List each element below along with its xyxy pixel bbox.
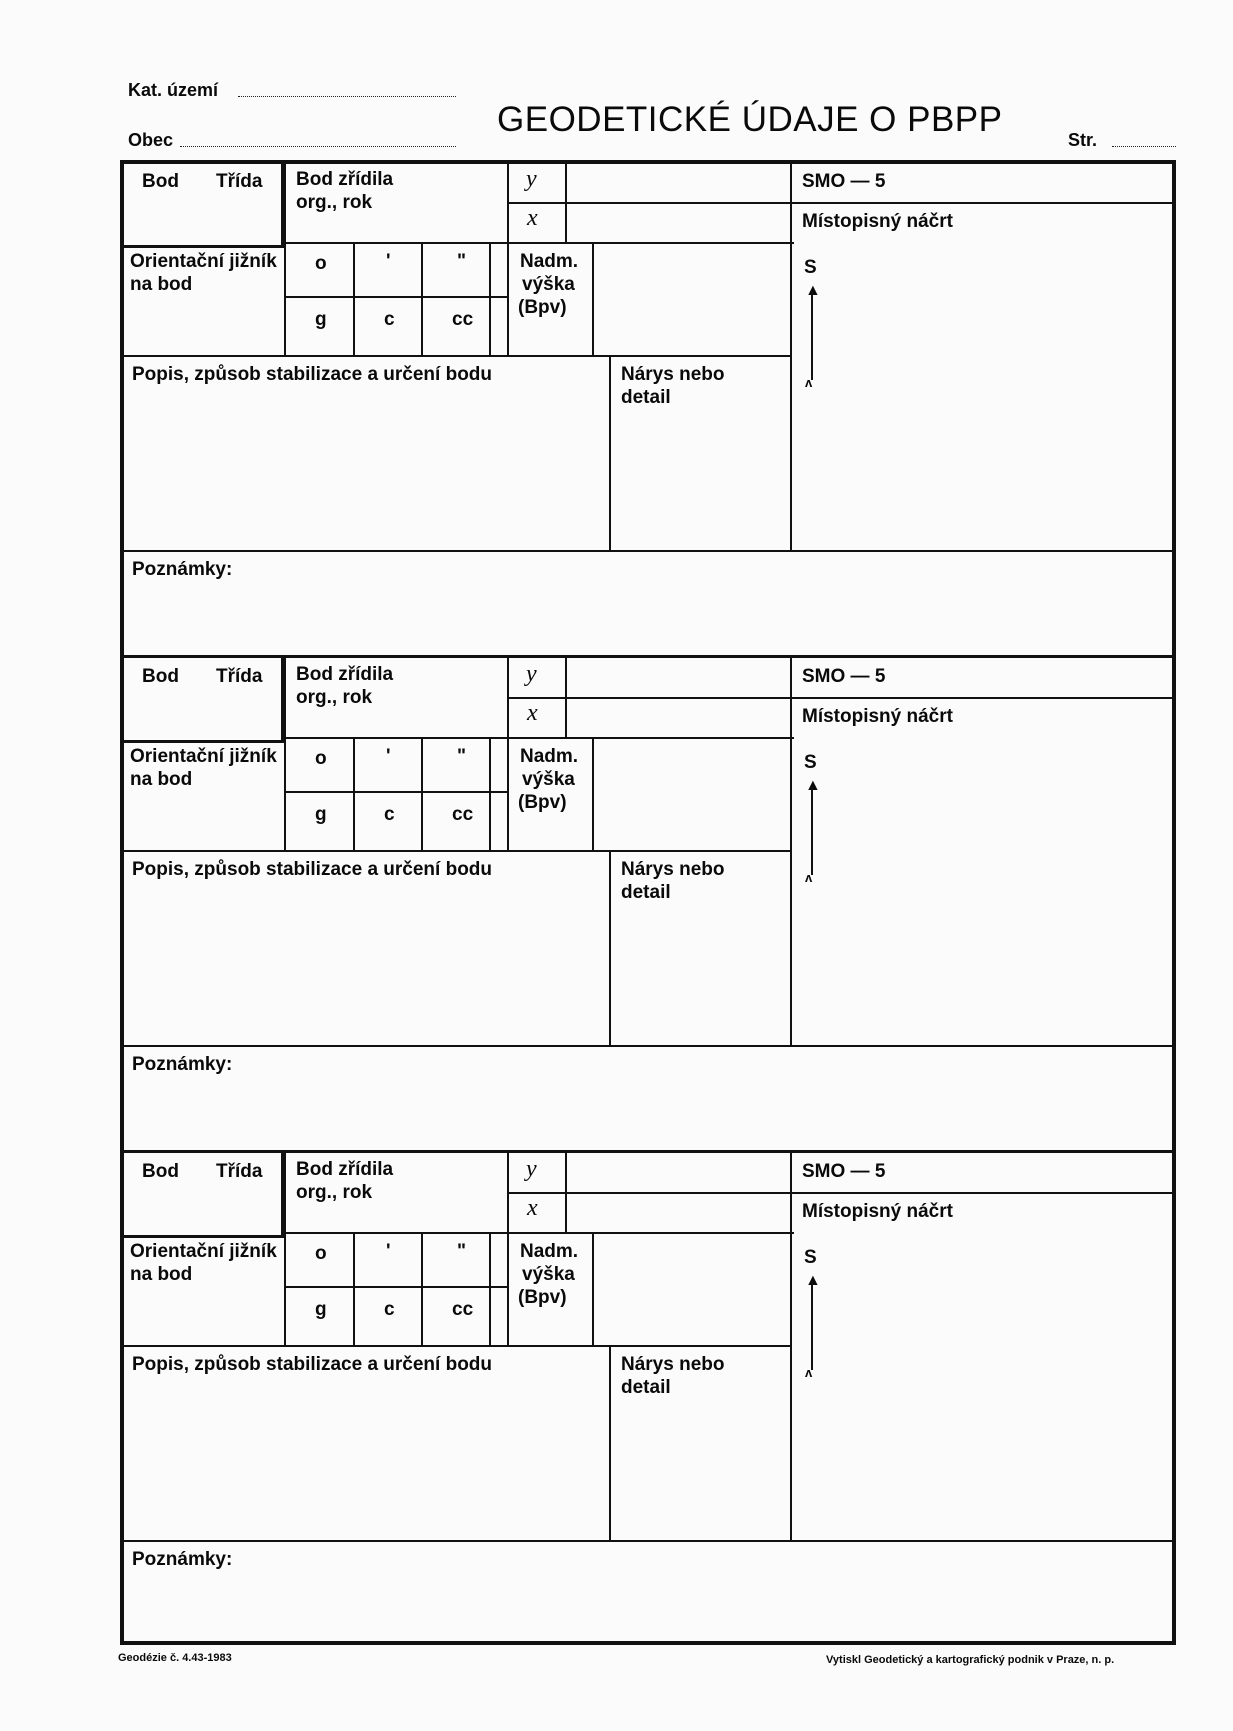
block-1-v-coord-left — [507, 160, 509, 355]
obec-field[interactable] — [180, 146, 456, 147]
block-3-smo-label: SMO — 5 — [802, 1161, 886, 1182]
block-3-x-field[interactable] — [569, 1196, 789, 1232]
block-3-nadm-2: výška — [522, 1264, 575, 1285]
block-3-cc-label: cc — [452, 1299, 474, 1320]
footer-right: Vytiskl Geodetický a kartografický podnik v Praze, n. p. — [826, 1654, 1115, 1666]
block-2-zridila-2: org., rok — [296, 687, 373, 708]
block-1-popis-field[interactable] — [128, 391, 604, 541]
block-3-v-coord-mid — [565, 1150, 567, 1232]
block-3-h-orient-top — [124, 1236, 284, 1238]
block-1-narys-1: Nárys nebo — [621, 364, 725, 385]
block-3-h-pozn-top — [124, 1540, 1172, 1542]
block-1-v-sketch — [790, 160, 792, 550]
block-1-h-y-x — [507, 202, 1172, 204]
block-1-g-label: g — [315, 309, 327, 330]
block-3-g-label: g — [315, 1299, 327, 1320]
block-2-h-y-x — [507, 697, 1172, 699]
block-2-h-under-x — [284, 737, 794, 739]
block-2-orient-1: Orientační jižník — [130, 746, 277, 767]
block-3-popis-field[interactable] — [128, 1381, 604, 1531]
block-1-nadm-3: (Bpv) — [518, 297, 567, 318]
block-1-bod-label: Bod — [142, 171, 179, 192]
block-1-orient-1: Orientační jižník — [130, 251, 277, 272]
block-1-v-orient — [284, 242, 286, 355]
str-label: Str. — [1068, 130, 1098, 150]
block-3-y-label: y — [526, 1156, 537, 1182]
block-3-v-narys — [609, 1345, 611, 1540]
block-3-deg-label: o — [315, 1243, 327, 1264]
block-3-h-under-x — [284, 1232, 794, 1234]
block-1-north-arrow-icon: ▲ — [805, 282, 821, 299]
block-3-arrow-tail-icon: ʌ — [805, 1365, 813, 1380]
block-2-h-orient-top — [124, 741, 284, 743]
block-3-mistopisny-label: Místopisný náčrt — [802, 1201, 953, 1222]
block-2-cc-label: cc — [452, 804, 474, 825]
block-1-zridila-2: org., rok — [296, 192, 373, 213]
block-2-popis-field[interactable] — [128, 886, 604, 1036]
block-3-zridila-2: org., rok — [296, 1182, 373, 1203]
block-1-zridila-1: Bod zřídila — [296, 169, 394, 190]
block-2-s-label: S — [804, 752, 817, 773]
block-2-sketch-area[interactable] — [794, 741, 1172, 1041]
block-3-v-ang-1 — [353, 1232, 355, 1345]
block-3-v-coord-left — [507, 1150, 509, 1345]
page-title: GEODETICKÉ ÚDAJE O PBPP — [497, 100, 1003, 139]
block-1-v-narys — [609, 355, 611, 550]
block-1-v-ang-2 — [421, 242, 423, 355]
block-2-orient-2: na bod — [130, 769, 193, 790]
block-2-h-ang-mid — [284, 791, 507, 793]
block-2-v-ang-1 — [353, 737, 355, 850]
block-2-v-orient — [284, 737, 286, 850]
block-2-nadm-2: výška — [522, 769, 575, 790]
block-2-v-ang-3 — [489, 737, 491, 850]
block-1-v-ang-3 — [489, 242, 491, 355]
block-2-deg-label: o — [315, 748, 327, 769]
footer-left: Geodézie č. 4.43-1983 — [118, 1652, 232, 1664]
block-1-sketch-area[interactable] — [794, 246, 1172, 546]
block-1-h-pozn-top — [124, 550, 1172, 552]
block-2-v-narys — [609, 850, 611, 1045]
block-2-v-coord-mid — [565, 655, 567, 737]
block-2-g-label: g — [315, 804, 327, 825]
block-1-cc-label: cc — [452, 309, 474, 330]
block-1-popis-label: Popis, způsob stabilizace a určení bodu — [132, 364, 493, 385]
block-1-h-under-x — [284, 242, 794, 244]
block-3-bod-label: Bod — [142, 1161, 179, 1182]
block-2-poznamky-field[interactable] — [128, 1081, 1168, 1141]
block-1-s-label: S — [804, 257, 817, 278]
block-2-min-label: ' — [386, 746, 391, 767]
kat-uzemi-field[interactable] — [238, 96, 456, 97]
block-3-c-label: c — [384, 1299, 395, 1320]
block-2-trida-label: Třída — [216, 666, 263, 687]
block-3-h-y-x — [507, 1192, 1172, 1194]
block-2-narys-1: Nárys nebo — [621, 859, 725, 880]
block-1-v-coord-mid — [565, 160, 567, 242]
block-1-orient-2: na bod — [130, 274, 193, 295]
block-3-min-label: ' — [386, 1241, 391, 1262]
block-2-h-pozn-top — [124, 1045, 1172, 1047]
block-3-trida-label: Třída — [216, 1161, 263, 1182]
block-3-nadm-field[interactable] — [594, 1236, 788, 1344]
block-3-v-ang-3 — [489, 1232, 491, 1345]
block-1-min-label: ' — [386, 251, 391, 272]
block-1-h-orient-top — [124, 246, 284, 248]
block-1-v-ang-1 — [353, 242, 355, 355]
block-2-v-sketch — [790, 655, 792, 1045]
block-3-h-popis-top — [124, 1345, 790, 1347]
block-2-north-arrow-icon: ▲ — [805, 777, 821, 794]
block-2-popis-label: Popis, způsob stabilizace a určení bodu — [132, 859, 493, 880]
block-2-h-popis-top — [124, 850, 790, 852]
block-1-c-label: c — [384, 309, 395, 330]
block-2-narys-2: detail — [621, 882, 671, 903]
block-1-deg-label: o — [315, 253, 327, 274]
block-3-narys-2: detail — [621, 1377, 671, 1398]
block-2-zridila-1: Bod zřídila — [296, 664, 394, 685]
block-1-y-field[interactable] — [569, 164, 789, 200]
block-2-nadm-1: Nadm. — [520, 746, 579, 767]
block-2-c-label: c — [384, 804, 395, 825]
block-1-sec-label: " — [457, 251, 467, 272]
block-1-x-field[interactable] — [569, 206, 789, 242]
block-3-orient-2: na bod — [130, 1264, 193, 1285]
block-1-poznamky-field[interactable] — [128, 586, 1168, 646]
block-3-h-ang-mid — [284, 1286, 507, 1288]
block-2-arrow-tail-icon: ʌ — [805, 870, 813, 885]
block-3-popis-label: Popis, způsob stabilizace a určení bodu — [132, 1354, 493, 1375]
block-1-narys-2: detail — [621, 387, 671, 408]
block-3-narys-1: Nárys nebo — [621, 1354, 725, 1375]
block-3-zridila-1: Bod zřídila — [296, 1159, 394, 1180]
block-1-nadm-field[interactable] — [594, 246, 788, 354]
block-1-arrow-tail-icon: ʌ — [805, 375, 813, 390]
block-2-nadm-3: (Bpv) — [518, 792, 567, 813]
block-1-nadm-1: Nadm. — [520, 251, 579, 272]
block-3-s-label: S — [804, 1247, 817, 1268]
block-1-trida-label: Třída — [216, 171, 263, 192]
block-2-nadm-field[interactable] — [594, 741, 788, 849]
block-1-mistopisny-label: Místopisný náčrt — [802, 211, 953, 232]
block-2-v-ang-2 — [421, 737, 423, 850]
block-2-bod-label: Bod — [142, 666, 179, 687]
block-3-poznamky-field[interactable] — [128, 1576, 1168, 1636]
block-2-y-label: y — [526, 661, 537, 687]
str-field[interactable] — [1112, 146, 1176, 147]
block-1-poznamky-label: Poznámky: — [132, 559, 233, 580]
block-3-y-field[interactable] — [569, 1154, 789, 1190]
block-3-sketch-area[interactable] — [794, 1236, 1172, 1536]
block-2-v-coord-left — [507, 655, 509, 850]
block-1-smo-label: SMO — 5 — [802, 171, 886, 192]
block-2-y-field[interactable] — [569, 659, 789, 695]
block-2-sec-label: " — [457, 746, 467, 767]
block-3-v-sketch — [790, 1150, 792, 1540]
block-3-nadm-3: (Bpv) — [518, 1287, 567, 1308]
block-1-h-ang-mid — [284, 296, 507, 298]
block-2-smo-label: SMO — 5 — [802, 666, 886, 687]
obec-label: Obec — [128, 130, 174, 150]
block-3-nadm-1: Nadm. — [520, 1241, 579, 1262]
block-2-x-label: x — [527, 700, 538, 726]
block-3-orient-1: Orientační jižník — [130, 1241, 277, 1262]
block-3-x-label: x — [527, 1195, 538, 1221]
block-3-north-arrow-icon: ▲ — [805, 1272, 821, 1289]
block-1-y-label: y — [526, 166, 537, 192]
block-2-x-field[interactable] — [569, 701, 789, 737]
block-1-nadm-2: výška — [522, 274, 575, 295]
block-3-sec-label: " — [457, 1241, 467, 1262]
block-2-mistopisny-label: Místopisný náčrt — [802, 706, 953, 727]
block-3-poznamky-label: Poznámky: — [132, 1549, 233, 1570]
block-1-x-label: x — [527, 205, 538, 231]
block-3-v-orient — [284, 1232, 286, 1345]
block-2-poznamky-label: Poznámky: — [132, 1054, 233, 1075]
block-3-v-ang-2 — [421, 1232, 423, 1345]
block-1-h-popis-top — [124, 355, 790, 357]
kat-uzemi-label: Kat. území — [128, 80, 219, 100]
